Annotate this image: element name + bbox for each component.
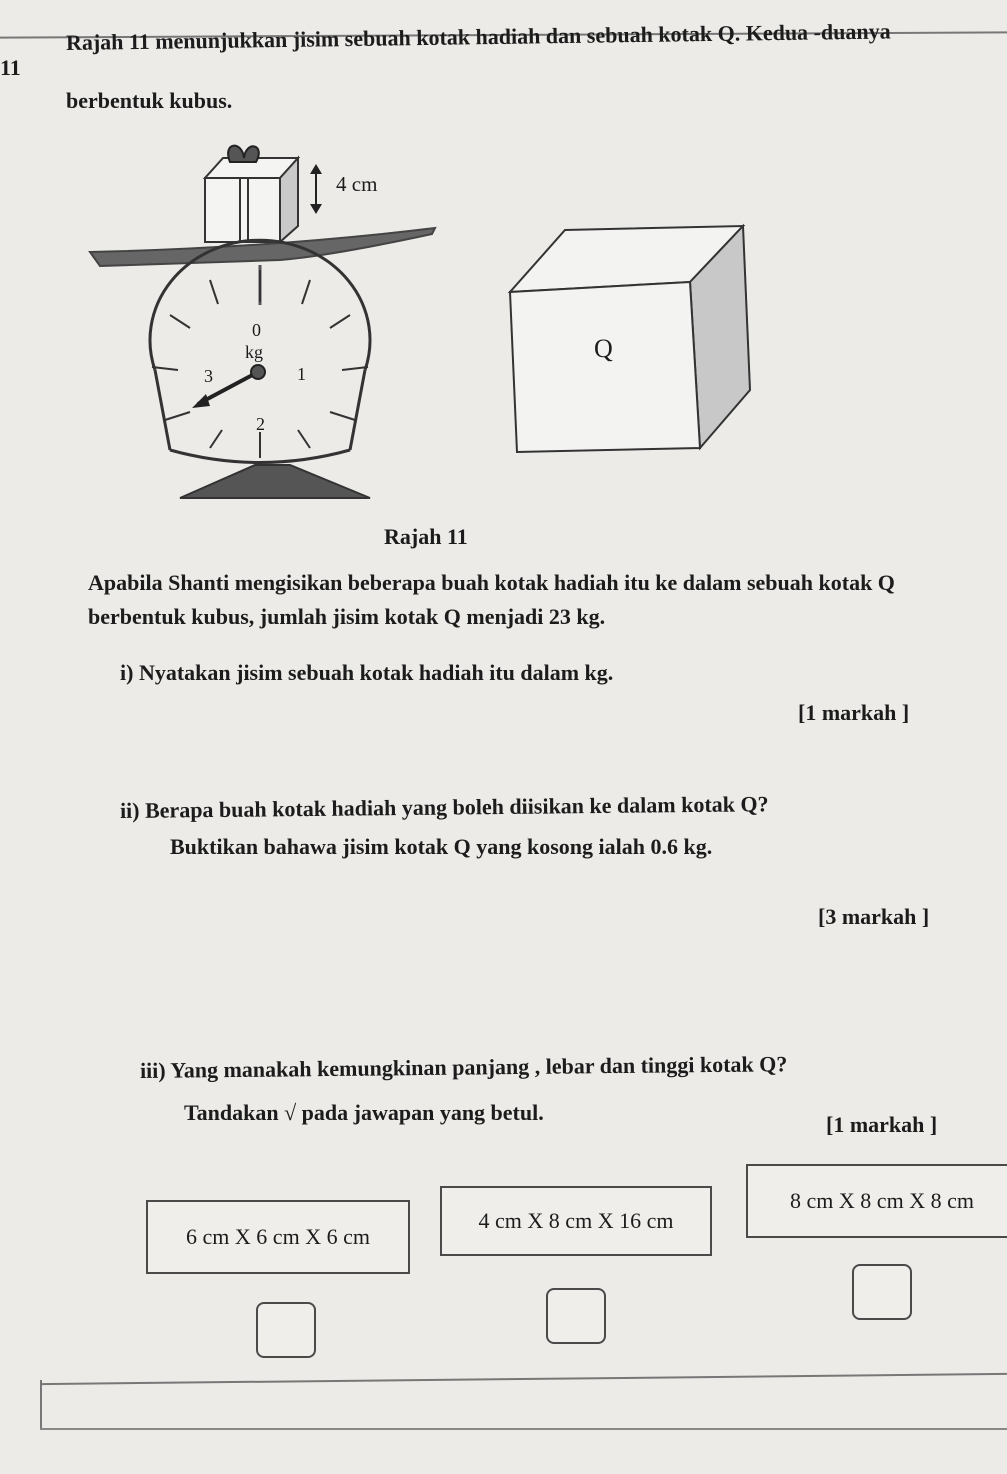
option-6cm-cube: 6 cm X 6 cm X 6 cm	[146, 1200, 410, 1274]
option-4x8x16: 4 cm X 8 cm X 16 cm	[440, 1186, 712, 1256]
dimension-arrow-icon	[310, 164, 322, 214]
option-8cm-cube: 8 cm X 8 cm X 8 cm	[746, 1164, 1007, 1238]
bottom-rule	[40, 1373, 1007, 1385]
statement-line2: berbentuk kubus, jumlah jisim kotak Q menjadi 23 kg.	[88, 604, 606, 629]
part-ii-marks: [3 markah ]	[818, 904, 930, 929]
part-ii-question-line2: Buktikan bahawa jisim kotak Q yang kosong ialah 0.6 kg.	[170, 834, 713, 859]
bottom-border	[40, 1428, 1007, 1430]
question-number: 11	[0, 55, 21, 80]
part-iii-marks: [1 markah ]	[826, 1112, 938, 1137]
gift-dimension-label: 4 cm	[336, 172, 378, 196]
scale-label-2: 2	[256, 414, 265, 434]
question-intro-line2: berbentuk kubus.	[66, 88, 233, 113]
part-i-question: i) Nyatakan jisim sebuah kotak hadiah itu dalam kg.	[120, 660, 614, 685]
part-iii-question-line2: Tandakan √ pada jawapan yang betul.	[184, 1100, 544, 1125]
part-iii-question-line1: iii) Yang manakah kemungkinan panjang , lebar dan tinggi kotak Q?	[139, 1051, 788, 1083]
scale-label-3: 3	[204, 366, 213, 386]
weighing-scale-figure	[80, 130, 450, 515]
scale-label-0: 0	[252, 320, 261, 340]
scale-unit-label: kg	[245, 342, 263, 362]
question-intro-line1: Rajah 11 menunjukkan jisim sebuah kotak hadiah dan sebuah kotak Q. Kedua -duanya	[65, 18, 891, 55]
tick-box-option-3[interactable]	[852, 1264, 912, 1320]
left-margin-line	[40, 1380, 42, 1430]
part-i-marks: [1 markah ]	[798, 700, 910, 725]
cube-label: Q	[594, 334, 613, 363]
figure-caption: Rajah 11	[384, 524, 468, 549]
statement-line1: Apabila Shanti mengisikan beberapa buah kotak hadiah itu ke dalam sebuah kotak Q	[88, 570, 895, 595]
scale-base	[180, 465, 370, 498]
gift-box-icon	[205, 146, 298, 242]
cube-q-figure	[505, 220, 755, 455]
tick-box-option-2[interactable]	[546, 1288, 606, 1344]
scale-label-1: 1	[297, 364, 306, 384]
tick-box-option-1[interactable]	[256, 1302, 316, 1358]
part-ii-question-line1: ii) Berapa buah kotak hadiah yang boleh diisikan ke dalam kotak Q?	[119, 791, 769, 823]
